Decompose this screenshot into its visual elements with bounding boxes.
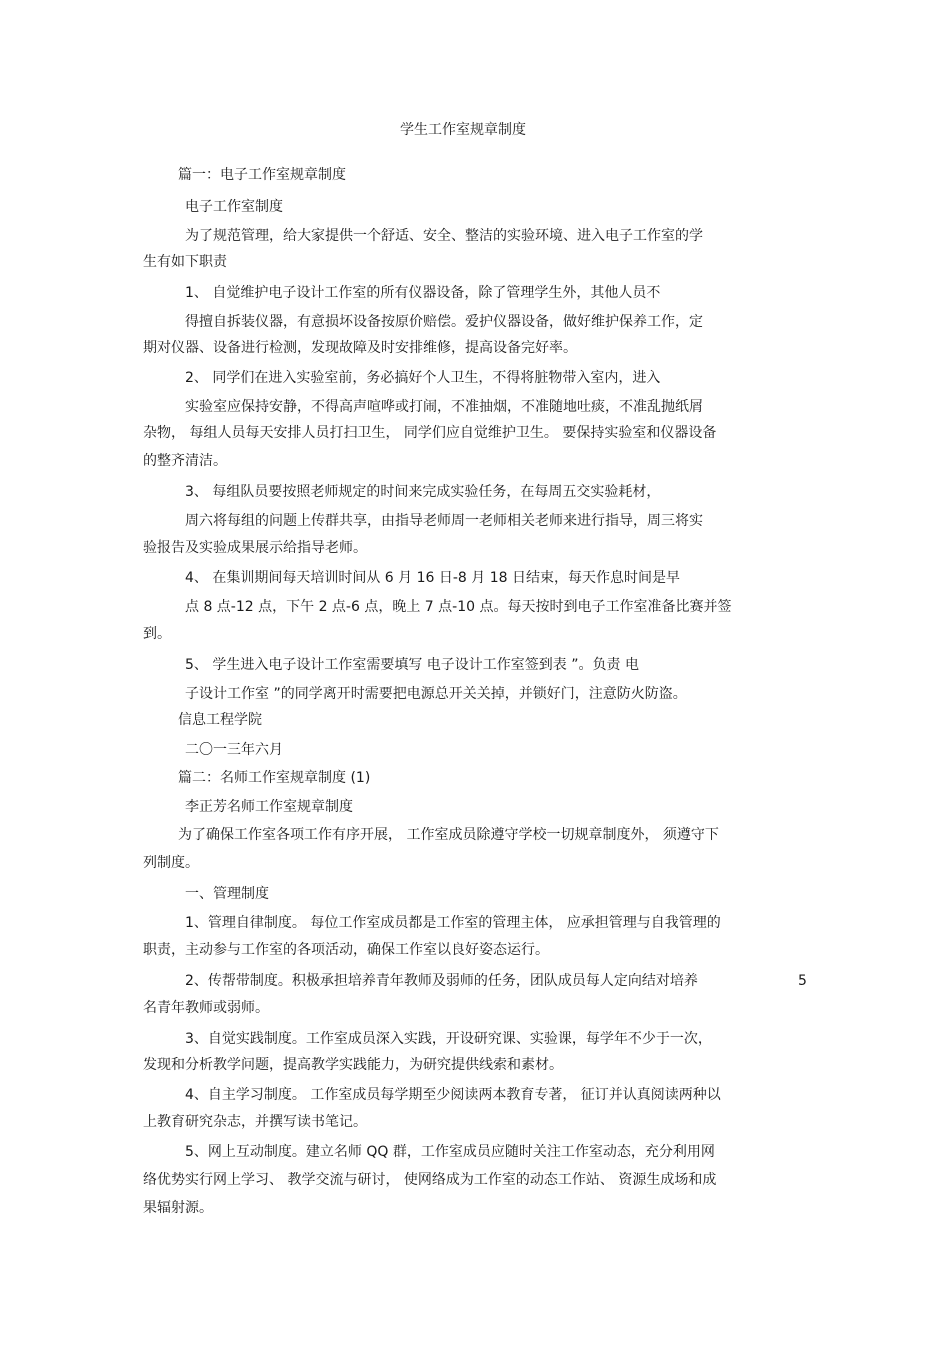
subsection-heading: 电子工作室制度 (185, 199, 283, 215)
text-line: 子设计工作室 ”的同学离开时需要把电源总开关关掉，并锁好门，注意防火防盗。 (185, 686, 687, 702)
text-line: 生有如下职责 (143, 254, 227, 270)
text-line: 杂物， 每组人员每天安排人员打扫卫生， 同学们应自觉维护卫生。 要保持实验室和仪器设备 (143, 425, 717, 441)
text-line: 列制度。 (143, 855, 199, 871)
list-item: 2、 同学们在进入实验室前，务必搞好个人卫生，不得将脏物带入室内，进入 (185, 370, 661, 386)
text-line: 到。 (143, 626, 171, 642)
document-title: 学生工作室规章制度 (400, 122, 526, 138)
list-item: 3、自觉实践制度。工作室成员深入实践，开设研究课、实验课，每学年不少于一次， (185, 1031, 712, 1047)
list-item: 5、 学生进入电子设计工作室需要填写 电子设计工作室签到表 ”。负责 电 (185, 657, 639, 673)
text-line: 为了规范管理，给大家提供一个舒适、安全、整洁的实验环境、进入电子工作室的学 (185, 228, 703, 244)
text-line: 果辐射源。 (143, 1200, 213, 1216)
list-item: 4、 在集训期间每天培训时间从 6 月 16 日-8 月 18 日结束，每天作息时间是早 (185, 570, 681, 586)
section-heading: 篇二：名师工作室规章制度 (1) (178, 770, 371, 786)
list-item: 1、管理自律制度。 每位工作室成员都是工作室的管理主体， 应承担管理与自我管理的 (185, 915, 721, 931)
signature-date: 二〇一三年六月 (185, 742, 283, 758)
list-item: 4、自主学习制度。 工作室成员每学期至少阅读两本教育专著， 征订并认真阅读两种以 (185, 1087, 721, 1103)
subsection-heading: 李正芳名师工作室规章制度 (185, 799, 353, 815)
list-item: 5、网上互动制度。建立名师 QQ 群，工作室成员应随时关注工作室动态，充分利用网 (185, 1144, 715, 1160)
text-line: 期对仪器、设备进行检测，发现故障及时安排维修，提高设备完好率。 (143, 340, 577, 356)
text-line: 上教育研究杂志，并撰写读书笔记。 (143, 1114, 367, 1130)
text-line: 实验室应保持安静，不得高声喧哗或打闹，不准抽烟，不准随地吐痰，不准乱抛纸屑 (185, 399, 703, 415)
text-line: 的整齐清洁。 (143, 453, 227, 469)
text-line: 5 (798, 973, 807, 989)
text-line: 得擅自拆装仪器，有意损坏设备按原价赔偿。爱护仪器设备，做好维护保养工作，定 (185, 314, 703, 330)
text-line: 验报告及实验成果展示给指导老师。 (143, 540, 367, 556)
list-item: 1、 自觉维护电子设计工作室的所有仪器设备，除了管理学生外，其他人员不 (185, 285, 661, 301)
text-line: 络优势实行网上学习、 教学交流与研讨， 使网络成为工作室的动态工作站、 资源生成场和成 (143, 1172, 717, 1188)
text-line: 发现和分析教学问题，提高教学实践能力，为研究提供线索和素材。 (143, 1057, 563, 1073)
text-line: 为了确保工作室各项工作有序开展， 工作室成员除遵守学校一切规章制度外， 须遵守下 (178, 827, 719, 843)
text-line: 名青年教师或弱师。 (143, 1000, 269, 1016)
signature-org: 信息工程学院 (178, 712, 262, 728)
text-line: 周六将每组的问题上传群共享，由指导老师周一老师相关老师来进行指导，周三将实 (185, 513, 703, 529)
list-item: 3、 每组队员要按照老师规定的时间来完成实验任务，在每周五交实验耗材， (185, 484, 661, 500)
list-item: 2、传帮带制度。积极承担培养青年教师及弱师的任务，团队成员每人定向结对培养 (185, 973, 698, 989)
text-line: 职责，主动参与工作室的各项活动，确保工作室以良好姿态运行。 (143, 942, 549, 958)
section-heading: 篇一：电子工作室规章制度 (178, 167, 346, 183)
subsection-heading: 一、管理制度 (185, 886, 269, 902)
text-line: 点 8 点-12 点，下午 2 点-6 点，晚上 7 点-10 点。每天按时到电子工作室准备比赛并签 (185, 599, 732, 615)
